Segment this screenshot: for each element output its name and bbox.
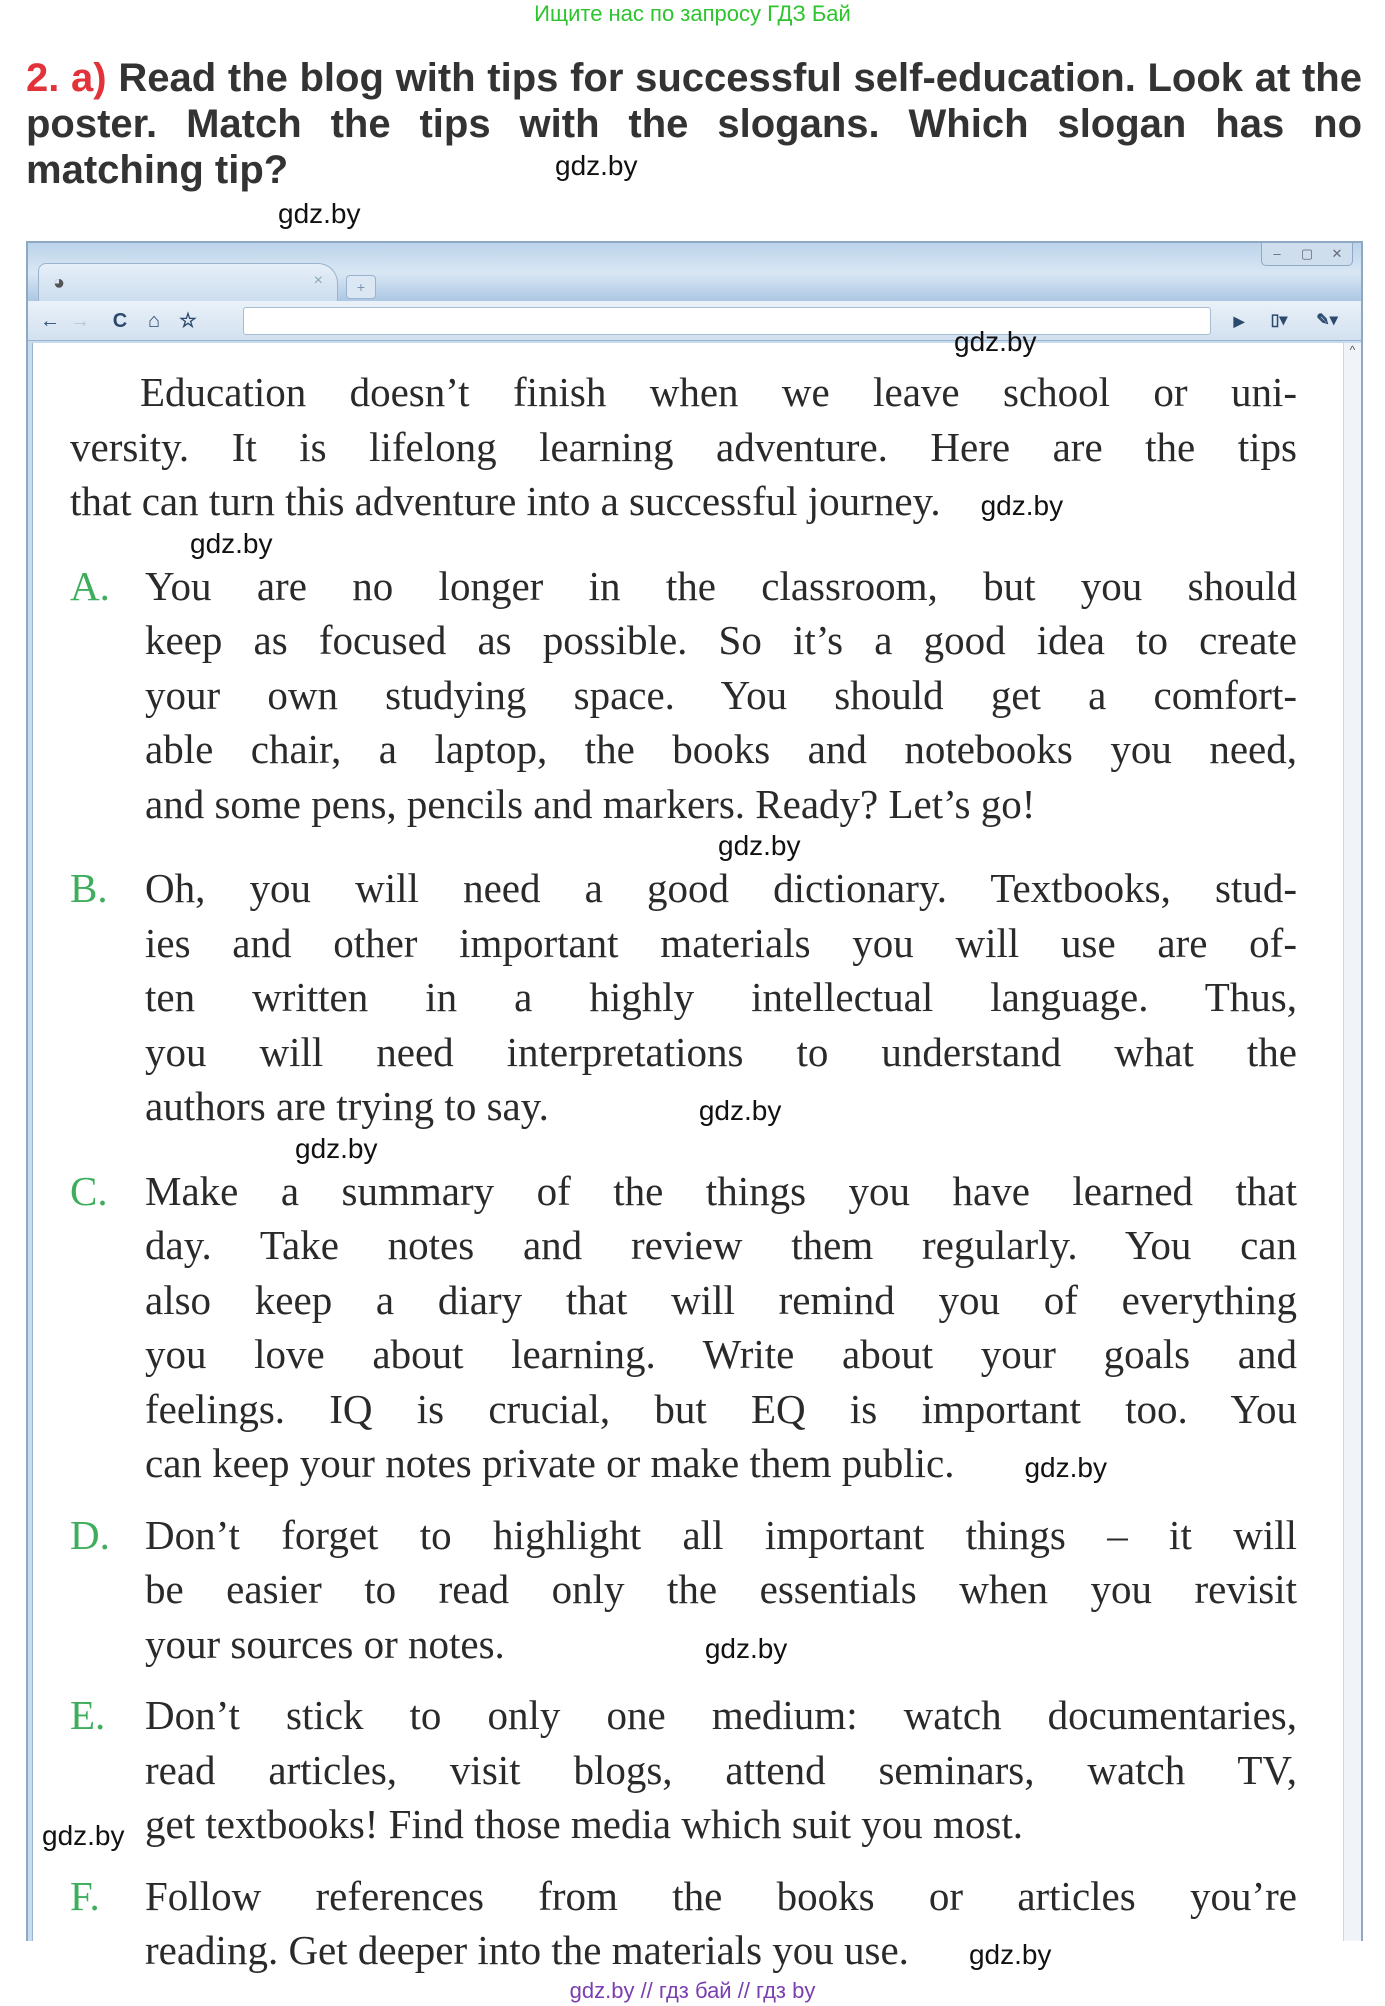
go-icon[interactable]: ▶	[1233, 313, 1245, 329]
text-line	[145, 722, 1297, 777]
home-icon[interactable]: ⌂	[147, 310, 161, 332]
text-line	[145, 916, 1297, 971]
task-heading	[26, 55, 1362, 193]
intro-paragraph	[70, 365, 1297, 529]
top-note: Ищите нас по запросу ГДЗ Бай	[534, 1, 851, 26]
text-line	[145, 559, 1297, 614]
page-menu-icon[interactable]: ▯▾	[1270, 312, 1288, 329]
tip-item	[70, 1869, 1297, 1978]
text-line	[145, 668, 1297, 723]
text-line-content: that can turn this adventure into a successful journey.	[70, 478, 941, 524]
text-line	[70, 365, 1297, 420]
forward-icon[interactable]: →	[70, 310, 90, 332]
watermark: gdz.by	[42, 1819, 125, 1851]
tip-letter: D.	[70, 1511, 110, 1558]
tab-close-icon[interactable]: ×	[313, 272, 323, 289]
tip-letter: B.	[70, 865, 108, 911]
back-icon[interactable]: ←	[40, 310, 60, 332]
text-line-content: can keep your notes private or make them public.	[145, 1440, 955, 1486]
text-line	[145, 970, 1297, 1025]
text-line-content: feelings. IQ is crucial, but EQ is important too. You	[145, 1385, 1297, 1432]
text-line-content: authors are trying to say.	[145, 1083, 549, 1129]
text-line	[145, 1562, 1297, 1617]
text-line-content: versity. It is lifelong learning adventure. Here are the tips	[70, 423, 1297, 470]
tip-item	[70, 861, 1297, 1134]
blog-text	[42, 365, 1297, 1995]
text-line	[145, 1079, 1297, 1134]
text-line-content: Don’t forget to highlight all important things – it will	[145, 1511, 1297, 1558]
bookmark-star-icon[interactable]: ☆	[179, 310, 197, 332]
text-line-content: ten written in a highly intellectual language. Thus,	[145, 974, 1297, 1020]
text-line	[145, 1617, 1297, 1672]
text-line-content: get textbooks! Find those media which suit you most.	[145, 1801, 1024, 1847]
text-line-content: read articles, visit blogs, attend seminars, watch TV,	[145, 1746, 1297, 1793]
text-line	[145, 777, 1297, 832]
task-number: 2. a)	[26, 56, 107, 100]
text-line	[145, 1508, 1297, 1563]
text-line	[145, 1688, 1297, 1743]
text-line-content: your sources or notes.	[145, 1620, 505, 1667]
window-controls	[1261, 243, 1353, 266]
text-line	[145, 1436, 1297, 1491]
watermark: gdz.by	[698, 1095, 782, 1126]
watermark: gdz.by	[295, 1132, 378, 1164]
watermark: gdz.by	[555, 150, 638, 181]
text-line-content: reading. Get deeper into the materials you use.	[145, 1927, 909, 1973]
text-line	[145, 1382, 1297, 1437]
text-line-content: be easier to read only the essentials when you revisit	[145, 1566, 1297, 1612]
minimize-icon[interactable]: ‒	[1273, 246, 1281, 261]
text-line	[145, 1327, 1297, 1382]
scroll-up-icon[interactable]: ^	[1349, 343, 1356, 357]
text-line-content: Don’t stick to only one medium: watch documentaries,	[145, 1692, 1297, 1738]
reload-icon[interactable]: C	[112, 310, 128, 332]
watermark: gdz.by	[278, 198, 361, 229]
text-line	[145, 861, 1297, 916]
watermark: gdz.by	[954, 326, 1037, 357]
browser-tab[interactable]	[38, 263, 338, 303]
text-line-content: You are no longer in the classroom, but you should	[145, 562, 1297, 609]
watermark: gdz.by	[190, 527, 273, 559]
text-line-content: ies and other important materials you will use are of-	[145, 919, 1297, 966]
tip-item	[70, 1164, 1297, 1491]
scrollbar[interactable]	[1343, 343, 1361, 1941]
text-line	[145, 1025, 1297, 1080]
text-line-content: and some pens, pencils and markers. Ready? Let’s go!	[145, 780, 1036, 827]
watermark: gdz.by	[968, 1939, 1052, 1970]
text-line	[70, 474, 1297, 529]
text-line	[145, 1164, 1297, 1219]
text-line	[145, 1743, 1297, 1798]
text-line-content: you will need interpretations to understand what the	[145, 1028, 1297, 1075]
close-icon[interactable]: ✕	[1331, 246, 1343, 261]
text-line	[70, 420, 1297, 475]
tip-item	[70, 559, 1297, 832]
task-text: Read the blog with tips for successful self-education. Look at the poster. Match the tips with the slogans. Which slogan has no matching tip?	[26, 56, 1362, 192]
text-line-content: day. Take notes and review them regularly. You can	[145, 1222, 1297, 1268]
watermark: gdz.by	[980, 490, 1064, 521]
watermark: gdz.by	[1024, 1452, 1107, 1483]
tip-letter: C.	[70, 1167, 108, 1214]
watermark-gap	[70, 1134, 1297, 1164]
text-line	[42, 1797, 1297, 1852]
watermark: gdz.by	[704, 1632, 788, 1664]
text-line	[145, 1218, 1297, 1273]
text-line-content: Oh, you will need a good dictionary. Textbooks, stud-	[145, 865, 1297, 911]
new-tab-button[interactable]: +	[346, 275, 376, 299]
text-line-content: also keep a diary that will remind you of everything	[145, 1276, 1297, 1323]
text-line-content: keep as focused as possible. So it’s a good idea to create	[145, 617, 1297, 663]
watermark-gap	[70, 831, 1297, 861]
tip-letter: E.	[70, 1692, 106, 1738]
text-line	[145, 1923, 1297, 1978]
text-line	[145, 1273, 1297, 1328]
text-line	[145, 613, 1297, 668]
maximize-icon[interactable]: ▢	[1300, 246, 1314, 261]
text-line-content: Education doesn’t finish when we leave school or uni-	[140, 369, 1297, 415]
text-line	[145, 1869, 1297, 1924]
text-line-content: able chair, a laptop, the books and notebooks you need,	[145, 726, 1297, 772]
tip-item	[42, 1688, 1297, 1852]
footer-watermark: gdz.by // гдз бай // гдз by	[569, 1978, 816, 2003]
address-bar[interactable]	[243, 307, 1211, 335]
tip-item	[70, 1508, 1297, 1672]
tip-letter: F.	[70, 1872, 100, 1919]
text-line-content: your own studying space. You should get a comfort-	[145, 671, 1297, 718]
tip-letter: A.	[70, 562, 110, 609]
tools-menu-icon[interactable]: ✎▾	[1316, 312, 1338, 329]
text-line-content: Make a summary of the things you have learned that	[145, 1167, 1297, 1214]
text-line-content: Follow references from the books or articles you’re	[145, 1872, 1297, 1919]
watermark: gdz.by	[718, 830, 801, 861]
text-line-content: you love about learning. Write about your goals and	[145, 1331, 1297, 1377]
panda-favicon-icon: ◕	[53, 272, 66, 294]
watermark-gap	[70, 529, 1297, 559]
browser-toolbar	[28, 301, 1361, 341]
